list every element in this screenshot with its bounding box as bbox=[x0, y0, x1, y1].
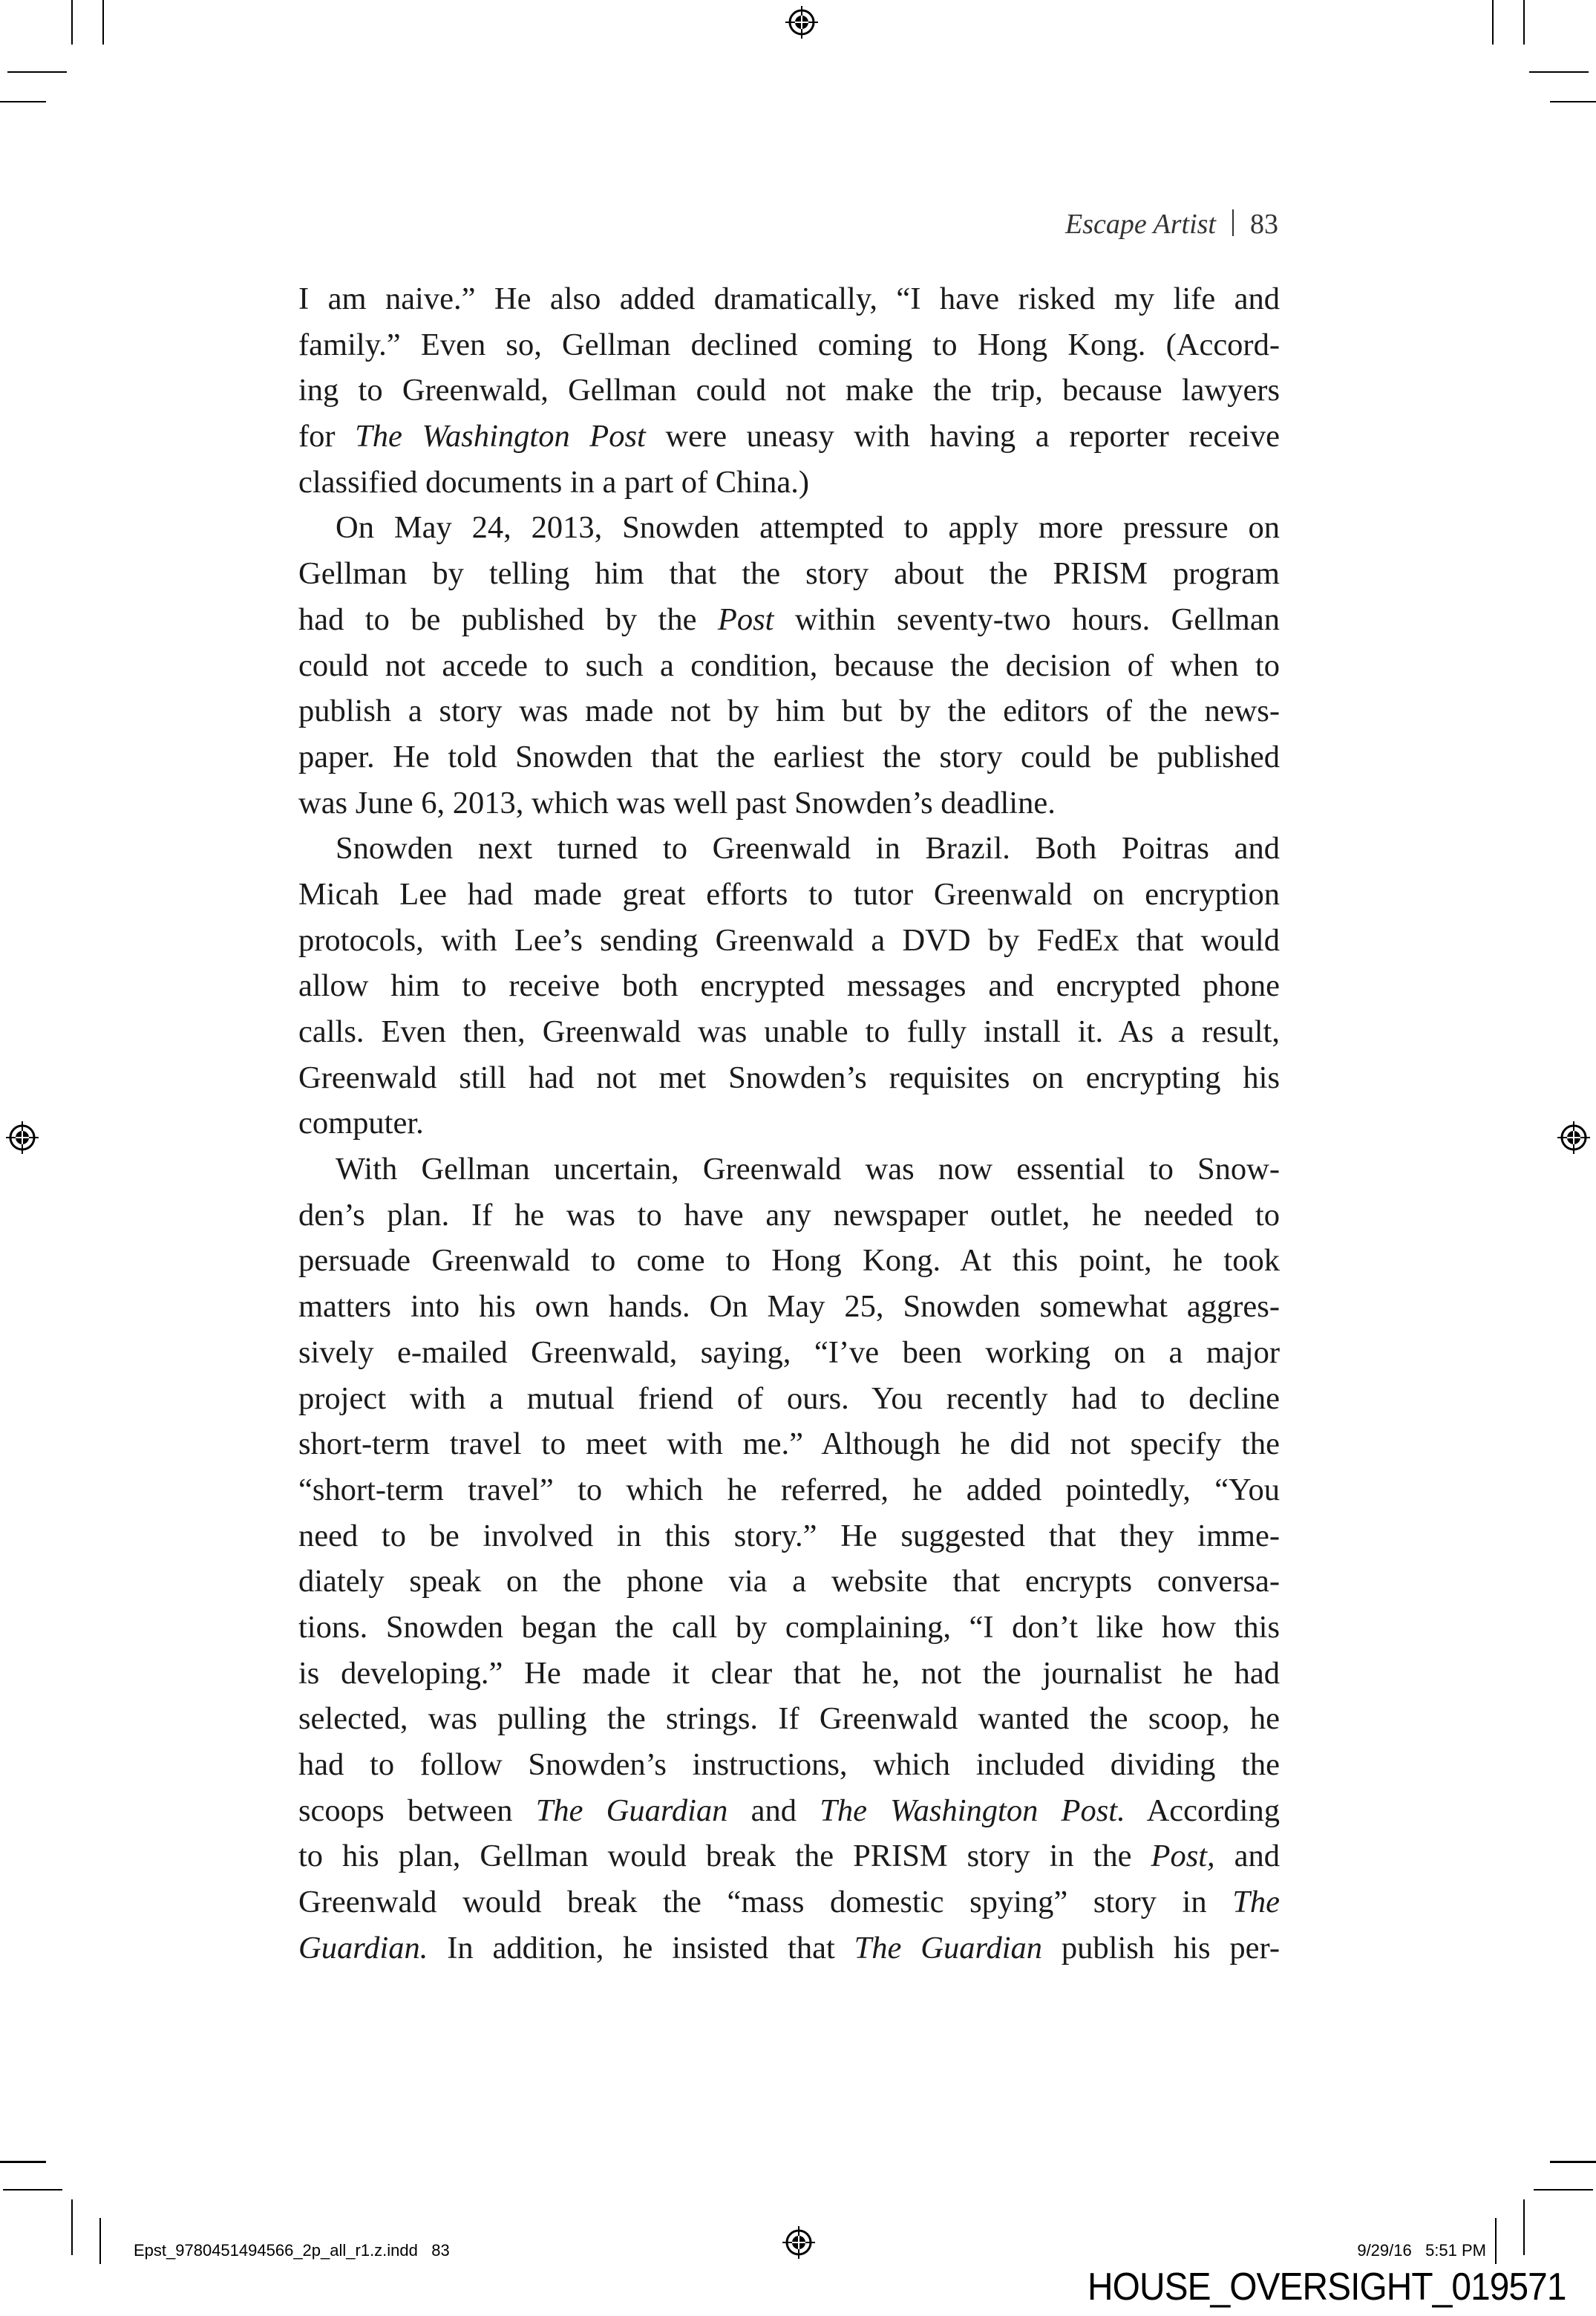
text-segment: is developing.” He made it clear that he, not the journalist he had bbox=[298, 1655, 1280, 1691]
text-line bbox=[298, 1605, 1280, 1651]
text-line bbox=[298, 414, 1280, 460]
registration-mark-icon bbox=[1557, 1121, 1590, 1154]
text-line bbox=[298, 1559, 1280, 1605]
text-segment: within seventy-two hours. Gellman bbox=[774, 601, 1280, 637]
text-line bbox=[298, 1696, 1280, 1742]
text-segment: and bbox=[1214, 1839, 1280, 1874]
text-line bbox=[298, 1376, 1280, 1422]
crop-mark bbox=[99, 2218, 101, 2264]
italic-text: The Guardian bbox=[854, 1930, 1043, 1966]
text-line bbox=[298, 1100, 1280, 1146]
italic-text: The Washington Post. bbox=[820, 1793, 1125, 1828]
text-segment: sively e-mailed Greenwald, saying, “I’ve been working on a major bbox=[298, 1334, 1280, 1370]
text-line bbox=[298, 1788, 1280, 1834]
text-segment: With Gellman uncertain, Greenwald was now essential to Snow- bbox=[336, 1152, 1280, 1187]
crop-mark bbox=[0, 101, 46, 102]
text-segment: On May 24, 2013, Snowden attempted to apply more pressure on bbox=[336, 510, 1280, 546]
text-line bbox=[298, 1238, 1280, 1284]
crop-mark bbox=[7, 71, 67, 73]
text-line bbox=[298, 1651, 1280, 1697]
text-line bbox=[298, 963, 1280, 1009]
text-line bbox=[298, 1925, 1280, 1971]
text-line bbox=[298, 826, 1280, 872]
registration-mark-icon bbox=[782, 2226, 815, 2259]
text-line bbox=[298, 918, 1280, 964]
text-segment: family.” Even so, Gellman declined coming to Hong Kong. (Accord- bbox=[298, 327, 1280, 362]
crop-mark bbox=[1495, 2218, 1497, 2264]
text-line bbox=[298, 1193, 1280, 1239]
running-header bbox=[1065, 208, 1278, 241]
text-line bbox=[298, 322, 1280, 368]
text-segment: protocols, with Lee’s sending Greenwald a DVD by FedEx that would bbox=[298, 922, 1280, 958]
text-segment: calls. Even then, Greenwald was unable to fully install it. As a result, bbox=[298, 1014, 1280, 1049]
text-line bbox=[298, 1467, 1280, 1513]
text-segment: had to be published by the bbox=[298, 601, 718, 637]
text-segment: “short-term travel” to which he referred, he added pointedly, “You bbox=[298, 1472, 1280, 1507]
text-segment: need to be involved in this story.” He suggested that they imme- bbox=[298, 1518, 1280, 1553]
text-segment: tions. Snowden began the call by complaining, “I don’t like how this bbox=[298, 1609, 1280, 1645]
page-number: 83 bbox=[1250, 209, 1278, 240]
text-segment: for bbox=[298, 419, 356, 454]
text-line bbox=[298, 551, 1280, 597]
italic-text: Post, bbox=[1151, 1839, 1215, 1874]
text-segment: I am naive.” He also added dramatically, “I have risked my life and bbox=[298, 281, 1280, 316]
text-segment: ing to Greenwald, Gellman could not make the trip, because lawyers bbox=[298, 373, 1280, 408]
footer-timestamp: 9/29/16 5:51 PM bbox=[1357, 2241, 1486, 2260]
text-line bbox=[298, 1330, 1280, 1376]
text-segment: matters into his own hands. On May 25, Snowden somewhat aggres- bbox=[298, 1289, 1280, 1325]
text-line bbox=[298, 872, 1280, 918]
text-segment: Greenwald still had not met Snowden’s requisites on encrypting his bbox=[298, 1060, 1280, 1095]
text-line bbox=[298, 1284, 1280, 1330]
text-segment: short-term travel to meet with me.” Although he did not specify the bbox=[298, 1426, 1280, 1462]
crop-mark bbox=[1550, 2161, 1596, 2163]
text-line bbox=[298, 505, 1280, 551]
text-segment: Gellman by telling him that the story about the PRISM program bbox=[298, 556, 1280, 592]
running-title: Escape Artist bbox=[1064, 209, 1216, 240]
text-line bbox=[298, 1055, 1280, 1101]
footer-file-name: Epst_9780451494566_2p_all_r1.z.indd 83 bbox=[134, 2241, 450, 2260]
italic-text: Post bbox=[717, 601, 774, 637]
text-line bbox=[298, 276, 1280, 322]
crop-mark bbox=[1550, 101, 1596, 102]
text-line bbox=[298, 1146, 1280, 1193]
text-segment: den’s plan. If he was to have any newspaper outlet, he needed to bbox=[298, 1197, 1280, 1233]
text-segment: were uneasy with having a reporter receive bbox=[645, 419, 1280, 454]
text-segment: to his plan, Gellman would break the PRISM story in the bbox=[298, 1839, 1151, 1874]
text-segment: persuade Greenwald to come to Hong Kong. At this point, he took bbox=[298, 1243, 1280, 1279]
text-line bbox=[298, 1421, 1280, 1467]
text-line bbox=[298, 368, 1280, 414]
body-text bbox=[298, 276, 1280, 1971]
crop-mark bbox=[71, 0, 73, 45]
text-line bbox=[298, 597, 1280, 643]
crop-mark bbox=[102, 0, 104, 45]
text-segment: scoops between bbox=[298, 1793, 536, 1828]
text-line bbox=[298, 643, 1280, 689]
text-segment: paper. He told Snowden that the earliest the story could be published bbox=[298, 739, 1280, 774]
text-segment: Micah Lee had made great efforts to tutor Greenwald on encryption bbox=[298, 876, 1280, 912]
text-line bbox=[298, 688, 1280, 734]
text-line bbox=[298, 460, 1280, 506]
text-line bbox=[298, 734, 1280, 780]
text-line bbox=[298, 1879, 1280, 1925]
italic-text: The Guardian bbox=[535, 1793, 728, 1828]
crop-mark bbox=[71, 2199, 73, 2255]
bates-number: HOUSE_OVERSIGHT_019571 bbox=[1088, 2266, 1566, 2309]
italic-text: Guardian. bbox=[298, 1930, 428, 1966]
text-line bbox=[298, 1513, 1280, 1559]
text-segment: classified documents in a part of China.) bbox=[298, 464, 810, 500]
italic-text: The Washington Post bbox=[355, 419, 646, 454]
registration-mark-icon bbox=[6, 1121, 39, 1154]
text-segment: According bbox=[1125, 1793, 1280, 1828]
text-segment: had to follow Snowden’s instructions, which included dividing the bbox=[298, 1747, 1280, 1782]
text-segment: selected, was pulling the strings. If Greenwald wanted the scoop, he bbox=[298, 1701, 1280, 1737]
text-segment: could not accede to such a condition, because the decision of when to bbox=[298, 647, 1280, 683]
text-segment: publish his per- bbox=[1042, 1930, 1280, 1966]
crop-mark bbox=[3, 2189, 62, 2191]
text-segment: publish a story was made not by him but by the editors of the news- bbox=[298, 694, 1280, 729]
crop-mark bbox=[0, 2161, 46, 2163]
crop-mark bbox=[1529, 71, 1589, 73]
crop-mark bbox=[1492, 0, 1494, 45]
text-segment: Snowden next turned to Greenwald in Brazil. Both Poitras and bbox=[336, 831, 1280, 867]
text-segment: Greenwald would break the “mass domestic spying” story in bbox=[298, 1885, 1233, 1920]
crop-mark bbox=[1523, 0, 1525, 45]
text-line bbox=[298, 1742, 1280, 1788]
text-segment: project with a mutual friend of ours. You recently had to decline bbox=[298, 1380, 1280, 1416]
text-segment: computer. bbox=[298, 1106, 424, 1141]
crop-mark bbox=[1534, 2189, 1593, 2191]
registration-mark-icon bbox=[785, 6, 818, 39]
text-segment: diately speak on the phone via a website that encrypts conversa- bbox=[298, 1564, 1280, 1599]
text-segment: and bbox=[727, 1793, 820, 1828]
italic-text: The bbox=[1232, 1885, 1280, 1920]
text-segment: was June 6, 2013, which was well past Snowden’s deadline. bbox=[298, 785, 1056, 821]
text-line bbox=[298, 1833, 1280, 1879]
header-divider bbox=[1232, 209, 1234, 236]
crop-mark bbox=[1523, 2199, 1525, 2255]
text-segment: In addition, he insisted that bbox=[428, 1930, 854, 1966]
text-line bbox=[298, 1009, 1280, 1055]
text-segment: allow him to receive both encrypted messages and encrypted phone bbox=[298, 968, 1280, 1004]
text-line bbox=[298, 780, 1280, 826]
